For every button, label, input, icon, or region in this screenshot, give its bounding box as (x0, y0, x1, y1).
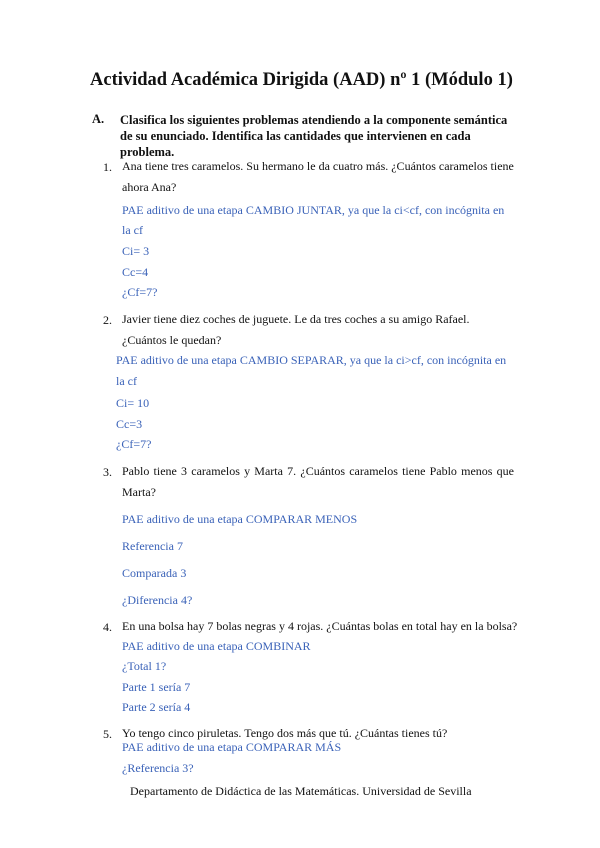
section-instructions: Clasifica los siguientes problemas atendiendo a la componente semántica de su enunciado. Identifica las cantidades que intervienen en cada problema. (120, 113, 508, 159)
problem-3-question: Pablo tiene 3 caramelos y Marta 7. ¿Cuántos caramelos tiene Pablo menos que Marta? (122, 464, 514, 499)
problem-2-answer-line-2: la cf (116, 374, 137, 388)
problem-3-number: 3. (103, 465, 112, 479)
problem-4-number: 4. (103, 620, 112, 634)
problem-5-question: Yo tengo cinco piruletas. Tengo dos más que tú. ¿Cuántas tienes tú? (122, 726, 448, 740)
problem-4-question: En una bolsa hay 7 bolas negras y 4 rojas. ¿Cuántas bolas en total hay en la bolsa? (122, 619, 518, 633)
section-letter: A. (92, 112, 105, 126)
problem-1-answer-line-1: PAE aditivo de una etapa CAMBIO JUNTAR, ya que la ci<cf, con incógnita en (122, 203, 505, 217)
problem-2-answer-line-3: Ci= 10 (116, 396, 150, 410)
problem-1-answer-line-5: ¿Cf=7? (122, 285, 158, 299)
problem-1-answer-line-3: Ci= 3 (122, 244, 150, 258)
problem-2-question: Javier tiene diez coches de juguete. Le da tres coches a su amigo Rafael. ¿Cuántos le quedan? (122, 312, 470, 347)
problem-1-number: 1. (103, 160, 112, 174)
problem-1-question: Ana tiene tres caramelos. Su hermano le da cuatro más. ¿Cuántos caramelos tiene ahora Ana? (122, 159, 514, 194)
problem-2-answer-line-5: ¿Cf=7? (116, 437, 152, 451)
problem-4-answer-line-2: ¿Total 1? (122, 659, 167, 673)
problem-4-answer-line-3: Parte 1 sería 7 (122, 680, 191, 694)
problem-5-number: 5. (103, 727, 112, 741)
problem-2-answer-line-4: Cc=3 (116, 417, 143, 431)
problem-4-answer-line-1: PAE aditivo de una etapa COMBINAR (122, 639, 311, 653)
problem-5-answer-line-2: ¿Referencia 3? (122, 761, 194, 775)
page-footer: Departamento de Didáctica de las Matemáticas. Universidad de Sevilla (130, 784, 472, 798)
problem-5-answer-line-1: PAE aditivo de una etapa COMPARAR MÁS (122, 740, 342, 754)
problem-4-answer-line-4: Parte 2 sería 4 (122, 700, 191, 714)
problem-3-answer-line-1: PAE aditivo de una etapa COMPARAR MENOS (122, 512, 358, 526)
problem-2-number: 2. (103, 313, 112, 327)
problem-1-answer-line-2: la cf (122, 223, 143, 237)
problem-2-answer-line-1: PAE aditivo de una etapa CAMBIO SEPARAR, ya que la ci>cf, con incógnita en (116, 353, 507, 367)
problem-3-answer-line-4: ¿Diferencia 4? (122, 593, 193, 607)
problem-3-answer-line-3: Comparada 3 (122, 566, 187, 580)
problem-1-answer-line-4: Cc=4 (122, 265, 149, 279)
problem-3-answer-line-2: Referencia 7 (122, 539, 183, 553)
page-title: Actividad Académica Dirigida (AAD) nº 1 (Módulo 1) (90, 70, 513, 90)
